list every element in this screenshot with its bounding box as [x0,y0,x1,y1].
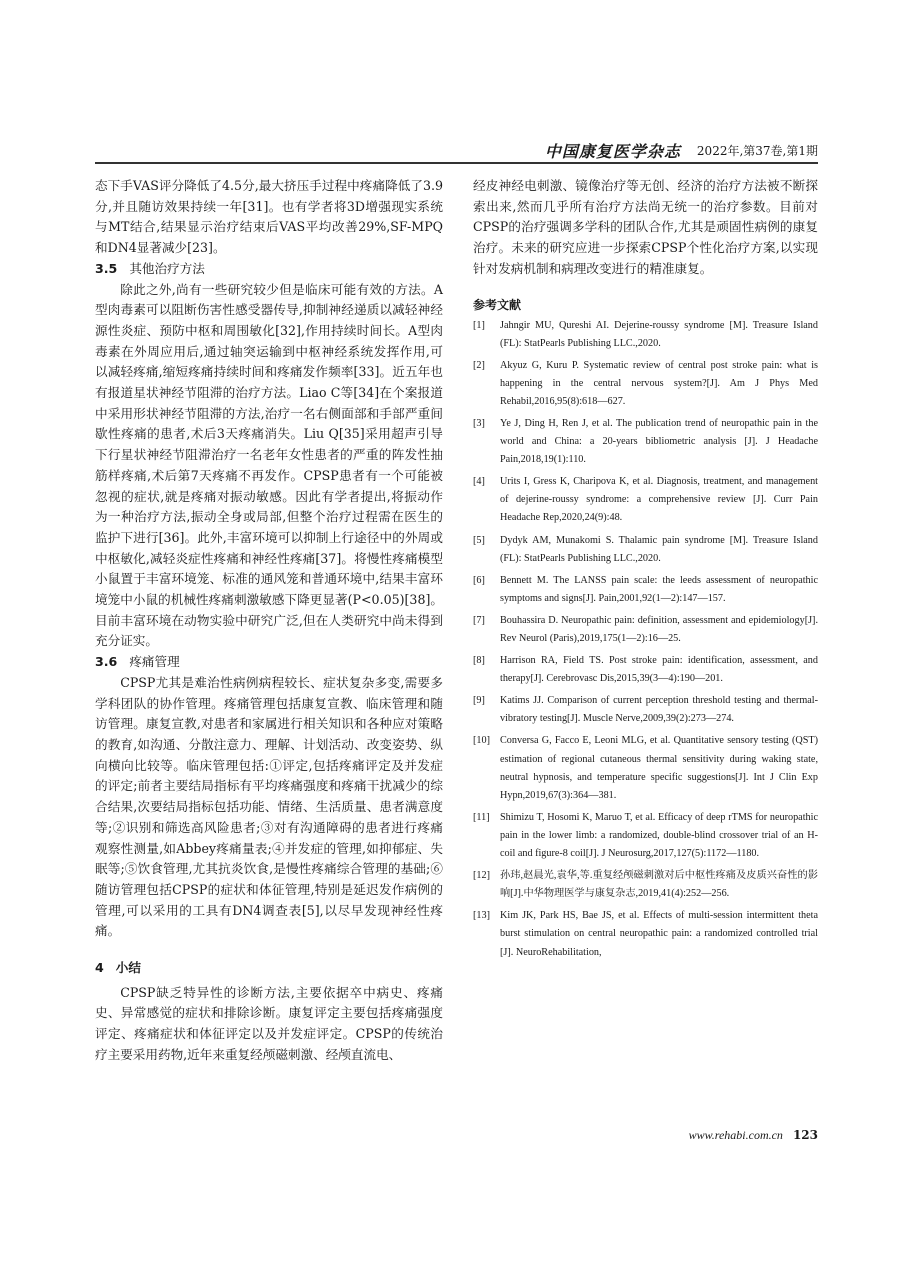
reference-text: 孙玮,赵晨光,袁华,等.重复经颅磁刺激对后中枢性疼痛及皮质兴奋性的影响[J].中华物理医学与康复杂志,2019,41(4):252—256. [500,870,818,900]
reference-number: [12] [473,870,490,882]
section-title: 疼痛管理 [129,654,180,670]
reference-text: Akyuz G, Kuru P. Systematic review of central post stroke pain: what is happening in the central nervous system?[J]. Am J Phys Med Rehabil,2016,95(8):618—627. [500,359,818,407]
reference-text: Ye J, Ding H, Ren J, et al. The publication trend of neuropathic pain in the world and China: a 20-years bibliometric analysis [J]. J Headache Pain,2018,19(1):110. [500,417,818,466]
reference-number: [8] [473,655,485,667]
paragraph: 除此之外,尚有一些研究较少但是临床可能有效的方法。A型肉毒素可以阻断伤害性感受器传导,抑制神经递质以减轻神经源性炎症、预防中枢和周围敏化[32],作用持续时间长。A型肉毒素在外周应用后,通过轴突运输到中枢神经系统发挥作用,可以减轻疼痛,缩短疼痛持续时间和疼痛发作频率[33]。近五年也有报道星状神经节阻滞的治疗方法。Liao C等[34]在个案报道中采用形状神经节阻滞的方法,治疗一名右侧面部和手部严重间歇性疼痛的患者,术后3天疼痛消失。Liu Q[35]采用超声引导下行星状神经节阻滞治疗一名老年女性患者的严重的阵发性抽筋样疼痛,术后第7天疼痛不再发作。CPSP患者有一个可能被忽视的症状,就是疼痛对振动敏感。因此有学者提出,将振动作为一种治疗方法,振动全身或局部,但整个治疗过程需在医生的监护下进行[36]。此外,丰富环境可以抑制上行途径中的外周或中枢敏化,减轻炎症性疼痛和神经性疼痛[37]。将慢性疼痛模型小鼠置于丰富环境笼、标准的通风笼和普通环境中,结果丰富环境笼中小鼠的机械性疼痛刺激敏感下降更显著(P<0.05)[38]。目前丰富环境在动物实验中研究广泛,但在人类研究中尚未得到充分证实。 [95,281,443,649]
reference-text: Jahngir MU, Qureshi AI. Dejerine-roussy syndrome [M]. Treasure Island (FL): StatPearls Publishing LLC.,2020. [500,319,818,349]
reference-item [473,809,818,863]
page-number: 123 [792,1128,818,1142]
reference-item [473,907,818,961]
footer-website: www.rehabi.com.cn [688,1128,783,1142]
reference-number: [3] [473,417,485,429]
reference-number: [13] [473,910,490,922]
section-number: 3.6 [95,654,118,670]
reference-item [473,415,818,469]
paragraph-continued: 经皮神经电刺激、镜像治疗等无创、经济的治疗方法被不断探索出来,然而几乎所有治疗方法尚无统一的治疗参数。目前对CPSP的治疗强调多学科的团队合作,尤其是顽固性病例的康复治疗。未来的研究应进一步探索CPSP个性化治疗方案,以实现针对发病机制和病理改变进行的精准康复。 [473,178,818,276]
reference-number: [4] [473,476,485,488]
reference-text: Shimizu T, Hosomi K, Maruo T, et al. Efficacy of deep rTMS for neuropathic pain in the lower limb: a randomized, double-blind crossover trial of an H-coil and figure-8 coil[J]. J Neurosurg,2017,127(5):1172—1180. [500,811,818,860]
reference-item [473,732,818,804]
page-footer [689,1128,818,1143]
reference-item [473,612,818,648]
reference-number: [6] [473,574,485,586]
reference-number: [10] [473,735,490,747]
reference-text: Bouhassira D. Neuropathic pain: definition, assessment and epidemiology[J]. Rev Neurol (Paris),2019,175(1—2):16—25. [500,614,818,645]
reference-item [473,867,818,903]
section-title: 小结 [115,960,141,976]
section-heading-3-6 [95,652,443,673]
reference-item [473,572,818,608]
reference-item [473,317,818,353]
reference-item [473,532,818,568]
paragraph: CPSP尤其是难治性病例病程较长、症状复杂多变,需要多学科团队的协作管理。疼痛管理包括康复宣教、临床管理和随访管理。康复宣教,对患者和家属进行相关知识和各种应对策略的教育,如沟通、分散注意力、理解、计划活动、改变姿势、纵向横向比较等。临床管理包括:①评定,包括疼痛评定及并发症的评定;前者主要结局指标有平均疼痛强度和疼痛干扰减少的综合结果,次要结局指标包括功能、情绪、生活质量、患者满意度等;②识别和筛选高风险患者;③对有沟通障碍的患者进行疼痛观察性测量,如Abbey疼痛量表;④并发症的管理,如抑郁症、失眠等;⑤饮食管理,尤其抗炎饮食,是慢性疼痛综合管理的基础;⑥随访管理包括CPSP的症状和体征管理,特别是延迟发作病例的管理,可以采用的工具有DN4调查表[5],以尽早发现神经性疼痛。 [95,674,443,939]
header-rule [95,162,818,164]
reference-number: [5] [473,534,485,546]
reference-number: [2] [473,359,485,371]
reference-text: Harrison RA, Field TS. Post stroke pain: identification, assessment, and therapy[J]. Cerebrovasc Dis,2015,39(3—4):190—201. [500,655,818,685]
left-column [95,176,443,1066]
section-number: 4 [95,960,104,976]
reference-list [473,317,818,962]
reference-item [473,652,818,688]
reference-item [473,357,818,411]
reference-item [473,473,818,527]
reference-text: Dydyk AM, Munakomi S. Thalamic pain syndrome [M]. Treasure Island (FL): StatPearls Publishing LLC.,2020. [500,534,818,564]
section-title: 其他治疗方法 [129,260,205,276]
paragraph: CPSP缺乏特异性的诊断方法,主要依据卒中病史、疼痛史、异常感觉的症状和排除诊断。康复评定主要包括疼痛强度评定、疼痛症状和体征评定以及并发症评定。CPSP的传统治疗主要采用药物,近年来重复经颅磁刺激、经颅直流电、 [95,984,443,1062]
reference-text: Urits I, Gress K, Charipova K, et al. Diagnosis, treatment, and management of dejerine-roussy syndrome: a comprehensive review [J]. Curr Pain Headache Rep,2020,24(9):48. [500,476,818,524]
reference-number: [7] [473,614,485,626]
reference-text: Kim JK, Park HS, Bae JS, et al. Effects of multi-session intermittent theta burst stimulation on central neuropathic pain: a randomized controlled trial [J]. NeuroRehabilitation, [500,910,818,958]
reference-number: [11] [473,811,490,823]
right-column [473,176,818,966]
reference-item [473,692,818,728]
reference-number: [1] [473,319,485,331]
reference-text: Katims JJ. Comparison of current perception threshold testing and thermal-vibratory testing[J]. Muscle Nerve,2009,39(2):273—274. [500,695,818,725]
journal-name: 中国康复医学杂志 [544,141,681,161]
references-heading: 参考文献 [473,297,522,312]
reference-text: Conversa G, Facco E, Leoni MLG, et al. Quantitative sensory testing (QST) estimation of regional cutaneous thermal sensitivity during waking state, neutral hypnosis, and temperature specific suggestions[J]. Int J Clin Exp Hypn,2019,67(3):364—381. [500,735,818,801]
section-heading-3-5 [95,259,443,280]
section-heading-4 [95,958,443,979]
section-number: 3.5 [95,260,118,276]
running-header [95,138,818,162]
issue-info: 2022年,第37卷,第1期 [696,143,818,158]
paragraph-continued: 态下手VAS评分降低了4.5分,最大挤压手过程中疼痛降低了3.9分,并且随访效果持续一年[31]。也有学者将3D增强现实系统与MT结合,结果显示治疗结束后VAS平均改善29%,SF-MPQ和DN4显著减少[23]。 [95,178,443,256]
reference-number: [9] [473,695,485,707]
reference-text: Bennett M. The LANSS pain scale: the leeds assessment of neuropathic symptoms and signs[J]. Pain,2001,92(1—2):147—157. [500,574,818,604]
